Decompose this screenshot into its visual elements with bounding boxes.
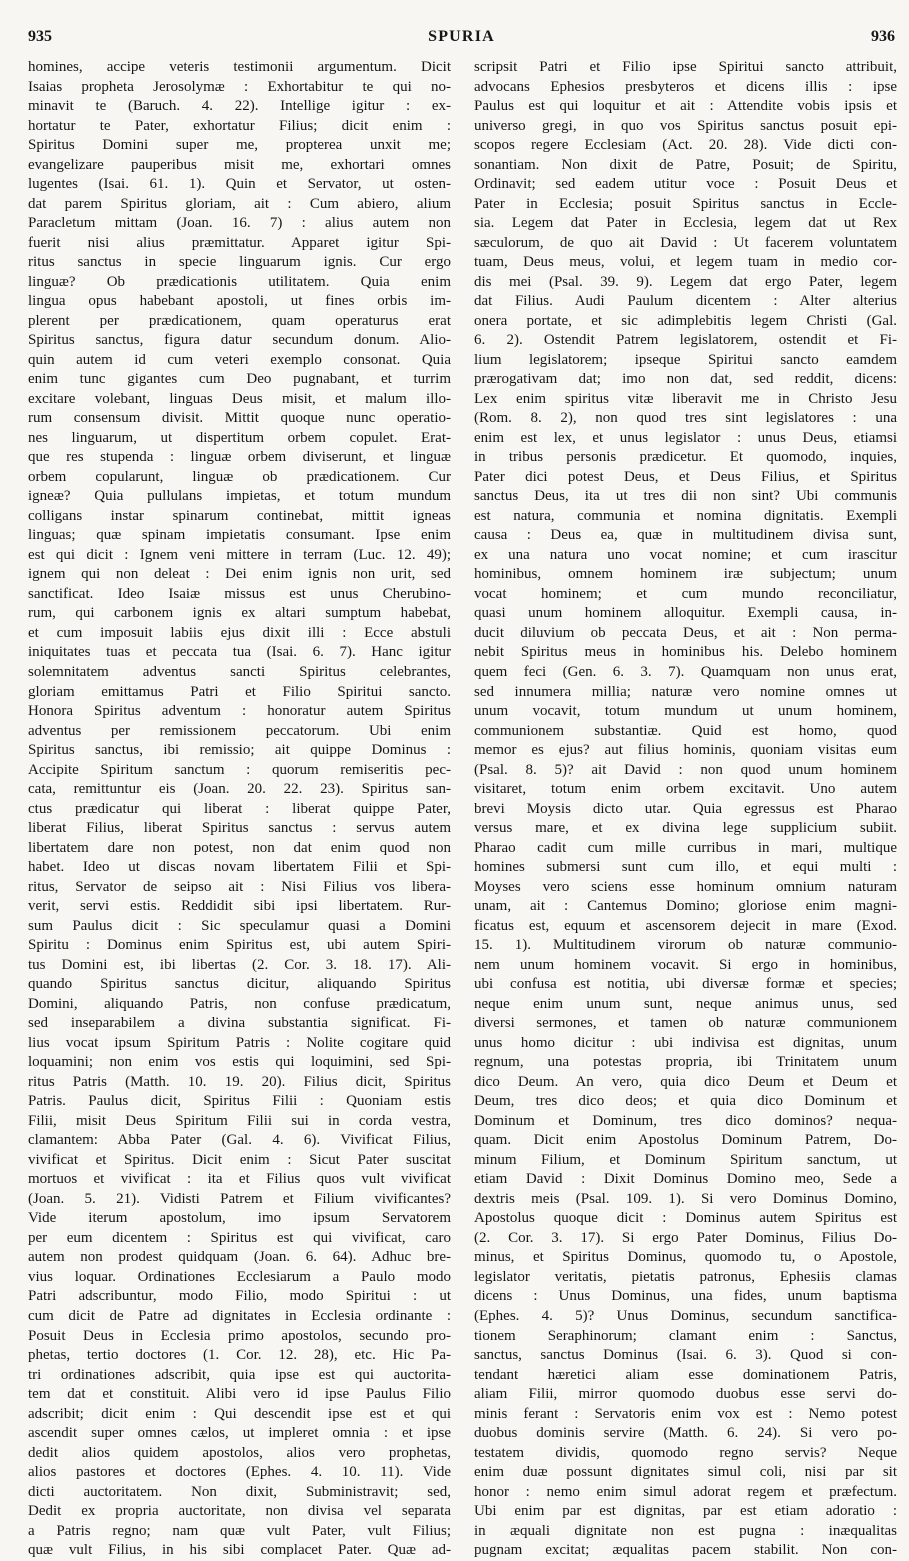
text-line: visitaret, totum enim orbem excitavit. Uno autem	[474, 781, 897, 798]
text-line: vivificat et Spiritus. Dicit enim : Sicut Pater suscitat	[28, 1151, 451, 1168]
text-line: in tribus personis prædicetur. Et quomodo, inquies,	[474, 449, 897, 466]
text-line: verit, servi estis. Reddidit sibi ipsi libertatem. Rur-	[28, 898, 451, 915]
text-line: ritus, Servator de seipso ait : Nisi Filius vos libera-	[28, 878, 451, 895]
text-line: linguæ? Ob prædicationis utilitatem. Quia enim	[28, 273, 451, 290]
text-line: adventus per remissionem peccatorum. Ubi enim	[28, 722, 451, 739]
text-line: iniquitates tuas et peccata tua (Isai. 6. 7). Hanc igitur	[28, 644, 451, 661]
text-line: Moyses vero sciens esse hominum omnium naturam	[474, 878, 897, 895]
text-line: sanctus Deus, ita ut tres dii non sint? Ubi communis	[474, 488, 897, 505]
text-line: Ordinavit; sed eadem utitur voce : Posuit Deus et	[474, 176, 897, 193]
text-line: dedit alios quidem apostolos, alios vero prophetas,	[28, 1444, 451, 1461]
text-line: Accipite Spiritum sanctum : quorum remiseritis pec-	[28, 761, 451, 778]
text-line: dat parem Spiritus gloriam, ait : Cum abiero, alium	[28, 195, 451, 212]
page-number-right: 936	[871, 28, 895, 45]
text-line: ducit diluvium ob peccata Deus, et ait : Non perma-	[474, 624, 897, 641]
text-line: duobus dominis servire (Matth. 6. 24). Si vero po-	[474, 1425, 897, 1442]
text-line: habet. Ideo ut discas novam libertatem Filii et Spi-	[28, 859, 451, 876]
text-line: nebit Spiritus meus in hominibus his. Delebo hominem	[474, 644, 897, 661]
text-line: plerent per prædicationem, quam operaturus erat	[28, 312, 451, 329]
text-line: Spiritus sanctus, figura datur secundum donum. Alio-	[28, 332, 451, 349]
text-line: ex una natura uno vocat nomine; et cum irascitur	[474, 546, 897, 563]
text-line: nes linguarum, ut dispertitum orbem copulet. Erat-	[28, 429, 451, 446]
text-line: solemnitatem adventus sancti Spiritus celebrantes,	[28, 663, 451, 680]
text-line: Pater in Ecclesia; posuit Spiritus sanctus in Eccle-	[474, 195, 897, 212]
text-line: gloriam emittamus Patri et Filio Spiritui sancto.	[28, 683, 451, 700]
text-line: cum dicit de Patre ad dignitates in Ecclesia ordinante :	[28, 1308, 451, 1324]
text-line: rum, qui carbonem ignis ex altari sumptum habebat,	[28, 605, 451, 622]
right-column	[474, 58, 897, 1561]
text-line: rum consensum divisit. Mittit quoque nunc operatio-	[28, 410, 451, 427]
running-title: SPURIA	[428, 28, 495, 45]
text-line: quam. Dicit enim Apostolus Dominum Patrem, Do-	[474, 1132, 897, 1149]
text-line: excitare volebant, linguas Deus misit, et malum illo-	[28, 390, 451, 407]
text-line: pugnam excitat; æqualitas pacem stabilit. Non con-	[474, 1542, 897, 1559]
text-line: hominibus, omnem hominem iræ subjectum; unum	[474, 566, 897, 583]
text-line: 15. 1). Multitudinem virorum ob naturæ communio-	[474, 937, 897, 954]
text-line: vius loquar. Ordinationes Ecclesiarum a Paulo modo	[28, 1268, 451, 1285]
text-line: ignem qui non deleat : Dei enim ignis non urit, sed	[28, 566, 451, 583]
text-line: tem dat et constituit. Alibi vero id ipse Paulus Filio	[28, 1386, 451, 1403]
text-line: igneæ? Quia pullulans impietas, et totum mundum	[28, 488, 451, 505]
text-line: ritus Patris (Matth. 10. 19. 20). Filius dicit, Spiritus	[28, 1073, 451, 1090]
text-line: minis ferant : Servatoris enim vox est : Nemo potest	[474, 1405, 897, 1422]
text-line: sum Paulus dicit : Sic speculamur quasi a Domini	[28, 917, 451, 934]
text-line: (2. Cor. 3. 17). Si ergo Pater Dominus, Filius Do-	[474, 1229, 897, 1246]
text-line: Patri adscribuntur, modo Filio, modo Spiritui : ut	[28, 1288, 451, 1305]
text-line: minum Filium, et Dominum Spiritum sanctum, ut	[474, 1151, 897, 1168]
text-line: 6. 2). Ostendit Patrem legislatorem, ostendit et Fi-	[474, 332, 897, 349]
text-line: Pharao cadit cum mille curribus in mari, multique	[474, 839, 897, 856]
page-number-left: 935	[28, 28, 52, 45]
running-head	[28, 28, 895, 52]
text-line: (Psal. 8. 5)? ait David : non quod unum hominem	[474, 761, 897, 778]
text-line: ubi confusa est notitia, ubi diversæ formæ et species;	[474, 976, 897, 993]
text-line: linguas; quæ spinam impietatis consumant. Ipse enim	[28, 527, 451, 544]
text-line: Isaias propheta Jerosolymæ : Exhortabitur te qui no-	[28, 78, 451, 95]
text-line: Patris. Paulus dicit, Spiritus Filii : Quoniam estis	[28, 1093, 451, 1110]
text-line: ascendit super omnes cælos, ut impleret omnia : et ipse	[28, 1425, 451, 1442]
text-line: lius vocat ipsum Spiritum Patris : Nolite cogitare quid	[28, 1034, 451, 1051]
text-line: per eum dicentem : Spiritus est qui vivificat, caro	[28, 1229, 451, 1246]
text-line: Deum, tres dico deos; et quia dico Dominum et	[474, 1093, 897, 1110]
text-line: loquamini; non enim vos estis qui loquimini, sed Spi-	[28, 1054, 451, 1071]
text-line: est qui dicit : Ignem veni mittere in terram (Luc. 12. 49);	[28, 546, 451, 563]
text-line: tus Domini est, ibi libertas (2. Cor. 3. 18. 17). Ali-	[28, 956, 451, 973]
text-line: causa : Deus ea, quæ in multitudinem divisa sunt,	[474, 527, 897, 544]
text-line: hortatur te Pater, exhortatur Filius; dicit enim :	[28, 117, 451, 134]
text-line: enim duæ possunt dignitates simul coli, nisi par sit	[474, 1464, 897, 1481]
text-line: scopos regere Ecclesiam (Act. 20. 28). Vide dicti con-	[474, 137, 897, 154]
text-line: minavit te (Baruch. 4. 22). Intellige igitur : ex-	[28, 98, 451, 115]
text-line: alios pastores et doctores (Ephes. 4. 10. 11). Vide	[28, 1464, 451, 1481]
text-line: Posuit Deus in Ecclesia primo apostolos, secundo pro-	[28, 1327, 451, 1344]
text-line: advocans Ephesios presbyteros et dicens illis : ipse	[474, 78, 897, 95]
text-line: brevi Moysis dicto utar. Quia egressus est Pharao	[474, 800, 897, 817]
text-line: communionem substantiæ. Quid est homo, quod	[474, 722, 897, 739]
text-line: dextris meis (Psal. 109. 1). Si vero Dominus Domino,	[474, 1190, 897, 1207]
text-line: lium legislatorem; ipseque Spiritui sancto eamdem	[474, 351, 897, 368]
text-line: Domini, aliquando Patris, non confuse prædicatum,	[28, 995, 451, 1012]
text-line: orbem copularunt, linguæ ob prædicationem. Cur	[28, 468, 451, 485]
text-line: tendant hæretici aliam esse dominationem Patris,	[474, 1366, 897, 1383]
text-line: tri ordinationes adscribit, quia ipse est qui auctorita-	[28, 1366, 451, 1383]
text-line: prærogativam dat; imo non dat, sed reddit, dicens:	[474, 371, 897, 388]
text-line: Lex enim spiritus vitæ liberavit me in Christo Jesu	[474, 390, 897, 407]
text-line: et cum imposuit labiis ejus dixit illi : Ecce abstuli	[28, 624, 451, 641]
text-line: Paracletum mittam (Joan. 16. 7) : alius autem non	[28, 215, 451, 232]
text-line: Paulus est qui loquitur et ait : Attendite vobis ipsis et	[474, 98, 897, 115]
text-line: regnum, una potestas propria, ibi Trinitatem unum	[474, 1054, 897, 1071]
text-line: cata, remittuntur eis (Joan. 20. 22. 23). Spiritus san-	[28, 781, 451, 798]
text-line: adscribit; dicit enim : Qui descendit ipse est et qui	[28, 1405, 451, 1422]
text-line: mortuos et vivificat : ita et Filius quos vult vivificat	[28, 1171, 451, 1188]
text-line: sanctificat. Ideo Isaiæ missus est unus Cherubino-	[28, 585, 451, 602]
text-line: dis mei (Psal. 39. 9). Legem dat ergo Pater, legem	[474, 273, 897, 290]
text-line: enim est lex, et unus legislator : unus Deus, etiamsi	[474, 429, 897, 446]
text-line: ritus sanctus in specie linguarum ignis. Cur ergo	[28, 254, 451, 271]
text-line: legislator veritatis, pietatis patronus, Ephesiis clamas	[474, 1268, 897, 1285]
left-column	[28, 58, 451, 1561]
text-line: Spiritus Domini super me, propterea unxit me;	[28, 137, 451, 154]
text-line: clamantem: Abba Pater (Gal. 4. 6). Vivificat Filius,	[28, 1132, 451, 1149]
text-line: vocat hominem; et cum mundo reconciliatur,	[474, 585, 897, 602]
text-line: Filii, misit Deus Spiritum Filii sui in corda vestra,	[28, 1112, 451, 1129]
text-line: dicti auctoritatem. Non dixit, Subministravit; sed,	[28, 1483, 451, 1500]
text-line: liberat Filius, liberat Spiritus sanctus : servus autem	[28, 820, 451, 837]
text-line: unum vocavit, totum mundum ut unum hominem,	[474, 703, 897, 720]
text-line: Dominum et Dominum, tres dico dominos? nequa-	[474, 1112, 897, 1129]
text-line: memor es ejus? aut filius hominis, quoniam visitas eum	[474, 742, 897, 759]
text-line: Ubi enim par est dignitas, par est etiam adoratio :	[474, 1503, 897, 1520]
text-line: sed innumera millia; naturæ vero nomine omnes ut	[474, 683, 897, 700]
text-line: dico Deum. An vero, quia dico Deum et Deum et	[474, 1073, 897, 1090]
text-line: neque enim unum sunt, neque animus unus, sed	[474, 995, 897, 1012]
text-line: minus, et Spiritus Dominus, quomodo tu, o Apostole,	[474, 1249, 897, 1266]
text-line: (Rom. 8. 2), non quod tres sint legislatores : una	[474, 410, 897, 427]
text-line: diversi sermones, et tamen ob naturæ communionem	[474, 1015, 897, 1032]
text-line: quin autem id cum veteri exemplo consonat. Quia	[28, 351, 451, 368]
text-line: aliam Filii, mirror quomodo duobus esse servi do-	[474, 1386, 897, 1403]
text-line: colligans instar spinarum continebat, mittit igneas	[28, 507, 451, 524]
text-line: Honora Spiritus adventum : honoratur autem Spiritus	[28, 703, 451, 720]
text-line: fuerit nisi alius præmittatur. Apparet igitur Spi-	[28, 234, 451, 251]
text-line: Dedit ex propria auctoritate, non divisa vel separata	[28, 1503, 451, 1520]
text-line: in æquali dignitate non est pugna : inæqualitas	[474, 1522, 897, 1539]
text-line: evangelizare pauperibus misit me, exhortari omnes	[28, 156, 451, 173]
text-line: onera portate, et sic adimplebitis legem Christi (Gal.	[474, 312, 897, 329]
text-line: (Ephes. 4. 5)? Unus Dominus, secundum sanctifica-	[474, 1308, 897, 1324]
text-line: Vide iterum apostolum, imo ipsum Servatorem	[28, 1210, 451, 1227]
text-line: tuam, Deus meus, volui, et legem tuam in medio cor-	[474, 254, 897, 271]
text-line: sonantiam. Non dixit de Patre, Posuit; de Spiritu,	[474, 156, 897, 173]
text-line: quasi unum hominem alloquitur. Exempli causa, in-	[474, 605, 897, 622]
text-line: autem non prodest quidquam (Joan. 6. 64). Adhuc bre-	[28, 1249, 451, 1266]
text-line: unam, ait : Cantemus Domino; gloriose enim magni-	[474, 898, 897, 915]
text-line: lugentes (Isai. 61. 1). Quin et Servator, ut osten-	[28, 176, 451, 193]
text-line: testatem dividis, quomodo regno servis? Neque	[474, 1444, 897, 1461]
text-line: quæ vult Filius, in his sibi complacet Pater. Quæ ad-	[28, 1542, 451, 1559]
text-line: universo gregi, in quo vos Spiritus sanctus posuit epi-	[474, 117, 897, 134]
text-line: scripsit Patri et Filio ipse Spiritui sancto attribuit,	[474, 59, 897, 75]
text-line: sia. Legem dat Pater in Ecclesia, legem dat ut Rex	[474, 215, 897, 232]
text-line: versus mare, et ex divina lege supplicium subiit.	[474, 820, 897, 837]
text-line: nem unum hominem vocavit. Si ergo in hominibus,	[474, 956, 897, 973]
text-line: sanctus, sanctus Dominus (Isai. 6. 3). Quod si con-	[474, 1347, 897, 1364]
text-line: honor : nemo enim simul adorat regem et præfectum.	[474, 1483, 897, 1500]
text-line: sæculorum, de quo ait David : Ut facerem voluntatem	[474, 234, 897, 251]
text-line: est natura, communia et nomina dignitatis. Exempli	[474, 507, 897, 524]
text-line: unus homo dicitur : ubi indivisa est dignitas, unum	[474, 1034, 897, 1051]
text-line: que res stupenda : linguæ orbem diviserunt, et linguæ	[28, 449, 451, 466]
text-line: tionem Seraphinorum; clamant enim : Sanctus,	[474, 1327, 897, 1344]
text-line: etiam David : Dixit Dominus Domino meo, Sede a	[474, 1171, 897, 1188]
text-line: Apostolus quoque dicit : Dominus autem Spiritus est	[474, 1210, 897, 1227]
text-columns	[28, 58, 897, 1559]
text-line: dat Filius. Audi Paulum dicentem : Alter alterius	[474, 293, 897, 310]
text-line: ctus prædicatur qui liberat : liberat quippe Pater,	[28, 800, 451, 817]
text-line: libertatem dare non potest, non dat enim quod non	[28, 839, 451, 856]
text-line: lingua opus habebant apostoli, ut fines orbis im-	[28, 293, 451, 310]
text-line: ficatus est, equum et ascensorem dejecit in mare (Exod.	[474, 917, 897, 934]
text-line: (Joan. 5. 21). Vidisti Patrem et Filium vivificantes?	[28, 1190, 451, 1207]
text-line: Spiritus sanctus, ibi remissio; ait quippe Dominus :	[28, 742, 451, 759]
text-line: dicens : Unus Dominus, una fides, unum baptisma	[474, 1288, 897, 1305]
text-line: a Patris regno; nam quæ vult Pater, vult Filius;	[28, 1522, 451, 1539]
text-line: enim tunc gigantes cum Deo pugnabant, et turrim	[28, 371, 451, 388]
text-line: Spiritu : Dominus enim Spiritus est, ubi autem Spiri-	[28, 937, 451, 954]
text-line: sed inseparabilem a divina substantia significat. Fi-	[28, 1015, 451, 1032]
text-line: quem feci (Gen. 6. 3. 7). Quamquam non unus erat,	[474, 663, 897, 680]
text-line: Pater dici potest Deus, et Deus Filius, et Spiritus	[474, 468, 897, 485]
text-line: phetas, tertio doctores (1. Cor. 12. 28), etc. Hic Pa-	[28, 1347, 451, 1364]
text-line: quando Spiritus sanctus dicitur, aliquando Spiritus	[28, 976, 451, 993]
text-line: homines, accipe veteris testimonii argumentum. Dicit	[28, 59, 451, 75]
text-line: homines submersi sunt cum illo, et equi multi :	[474, 859, 897, 876]
